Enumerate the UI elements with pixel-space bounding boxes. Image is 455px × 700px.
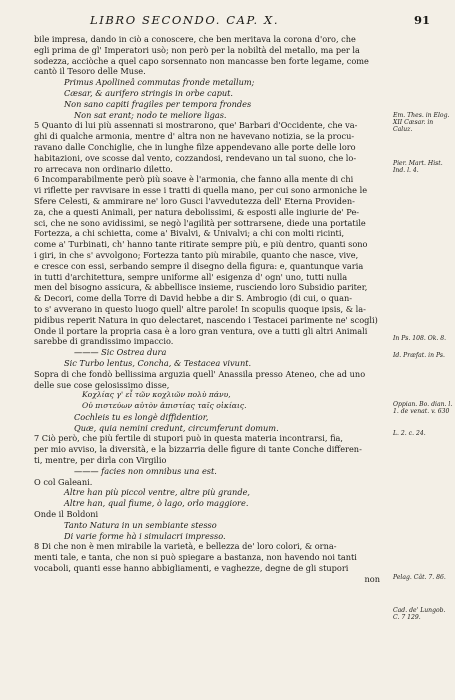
text-line: ro arrecava non ordinario diletto. (34, 163, 173, 174)
text-line: 6 Incomparabilmente però più soave è l'armonia, che fanno alla mente di chi (34, 174, 354, 185)
text-line: e cresce con essi, serbando sempre il disegno della figura: e, quantunque varia (34, 260, 364, 271)
text-line: Sfere Celesti, & ammirare ne' loro Gusci l'avvedutezza dell' Eterna Providen- (34, 195, 355, 206)
text-line: Tanto Natura in un sembiante stesso (64, 519, 217, 530)
text-line: non (364, 573, 380, 584)
text-line: 7 Ciò però, che più fertile di stupori può in questa materia incontrarsi, fia, (34, 433, 344, 444)
text-line: i giri, in che s' avvolgono; Fortezza tanto più mirabile, quanto che nasce, vive, (34, 249, 359, 260)
text-line: ravano dalle Conchiglie, che in lunghe filze appendevano alle porte delle loro (34, 141, 356, 152)
text-line: pidibus reperit Natura in quo delectaret, nascendo i Testacei parimente ne' scogli) (34, 314, 378, 325)
margin-note: Cad. de' Lungob. C. 7 129. (393, 607, 446, 622)
text-line: O col Galeani. (34, 476, 93, 487)
text-line: Altre han più piccol ventre, altre più grande, (64, 487, 251, 498)
text-line: Cæsar, & aurifero stringis in orbe caput. (64, 87, 234, 98)
text-line: menti tale, e tanta, che non si può spiegare a bastanza, non havendo noi tanti (34, 552, 357, 563)
text-line: Sic Turbo lentus, Concha, & Testacea vivunt. (64, 357, 252, 368)
text-line: ghi di qualche armonia, mentre d' altra non ne havevano notizia, se la procu- (34, 131, 355, 142)
text-line: sarebbe di grandissimo impaccio. (34, 336, 174, 347)
text-line: & Decori, come della Torre di David hebbe a dir S. Ambrogio (di cui, o quan- (34, 293, 352, 304)
text-line: Onde il portare la propria casa è a loro gran ventura, ove a tutti gli altri Animali (34, 325, 368, 336)
margin-note: Pier. Mart. Hist. Ind. l. 4. (393, 160, 443, 175)
text-line: Di varie forme hà i simulacri impresso. (64, 530, 226, 541)
text-line: in tutti d'architettura, sempre uniforme all' esigenza d' ogn' uno, tutti nulla (34, 271, 348, 282)
margin-note: L. 2. c. 24. (393, 430, 426, 437)
text-line: Οὐ πιστεύων αὑτὸν ἀπιστίας ταῖς οἰκίαις. (82, 401, 247, 411)
text-line: Onde il Boldoni (34, 509, 99, 520)
text-line: Κοχλίας γ' εἶ τῶν κοχλιῶν πολὺ πάνυ, (82, 390, 231, 400)
text-line: Quæ, quia nemini credunt, circumferunt domum. (74, 422, 279, 433)
page-body-text (34, 34, 384, 585)
text-line: to s' avverano in questo luogo quell' altre parole! In scopulis quoque ipsis, & la- (34, 303, 366, 314)
text-line: Non sat erant; nodo te meliore ligas. (74, 109, 227, 120)
text-line: Primus Apollineâ commutas fronde metallum; (64, 77, 255, 88)
margin-note: Id. Præfat. in Ps. (393, 352, 445, 359)
margin-note: Pelag. Cât. 7. 86. (393, 574, 446, 581)
text-line: Fortezza, a chi schietta, come a' Bivalvi, & Univalvi; a chi con molti ricinti, (34, 228, 345, 239)
text-line: habitazioni, ove scosse dal vento, cozzandosi, rendevano un tal suono, che lo- (34, 152, 357, 163)
text-line: bile impresa, dando in ciò a conoscere, che ben meritava la corona d'oro, che (34, 34, 356, 44)
text-line: Altre han, qual fiume, ò lago, orlo maggiore. (64, 498, 249, 509)
text-line: per mio avviso, la diversità, e la bizzarria delle figure di tante Conche differen- (34, 444, 362, 455)
margin-note: Em. Thes. in Elog. XII Cæsar. in Caluz. (393, 112, 450, 134)
text-line: ——— facies non omnibus una est. (74, 465, 217, 476)
text-line: vi riflette per ravvisare in esse i tratti di quella mano, per cui sono armoniche le (34, 185, 368, 196)
text-line: sodezza, acciòche a quel capo sorsennato non mancasse ben forte legame, come (34, 55, 369, 66)
running-header (60, 13, 430, 29)
text-line: vocaboli, quanti esse hanno abbigliamenti, e vaghezze, degne de gli stupori (34, 563, 349, 574)
page-number: 91 (413, 13, 430, 27)
text-line: Non sano capiti fragiles per tempora frondes (64, 98, 252, 109)
text-line: delle sue cose gelosissimo disse, (34, 379, 170, 390)
text-line: cantò il Tesoro delle Muse. (34, 66, 146, 77)
text-line: za, che a questi Animali, per natura debolissimi, & esposti alle ingiurie de' Pe- (34, 206, 360, 217)
margin-note: Oppian. Bo. dian. l. 1. de venat. v. 630 (393, 401, 453, 416)
text-line: ti, mentre, per dirla con Virgilio (34, 455, 167, 466)
text-line: Sopra di che fondò bellissima arguzia quell' Anassila presso Ateneo, che ad uno (34, 368, 366, 379)
text-line: come a' Turbinati, ch' hanno tante ritirate sempre più, e più dentro, quanti sono (34, 239, 368, 250)
text-line: men del bisogno assicura, & abbellisce insieme, rusciendo loro Subsidio pariter, (34, 282, 368, 293)
text-line: egli prima de gl' Imperatori usò; non però per la nobiltà del metallo, ma per la (34, 44, 360, 55)
header-title: LIBRO SECONDO. CAP. X. (90, 13, 280, 27)
text-line: 5 Quanto di lui più assennati si mostrarono, que' Barbari d'Occidente, che va- (34, 120, 358, 131)
text-line: sci, che ne sono avidissimi, se negò l'agilità per sottrarsene, diede una portatile (34, 217, 366, 228)
text-line: ——— Sic Ostrea dura (74, 347, 167, 358)
text-line: Cochleis tu es longè diffidentior, (74, 411, 209, 422)
margin-note: In Ps. 108. Ok. 8. (393, 335, 447, 342)
text-line: 8 Di che non è men mirabile la varietà, e bellezza de' loro colori, & orna- (34, 541, 337, 552)
